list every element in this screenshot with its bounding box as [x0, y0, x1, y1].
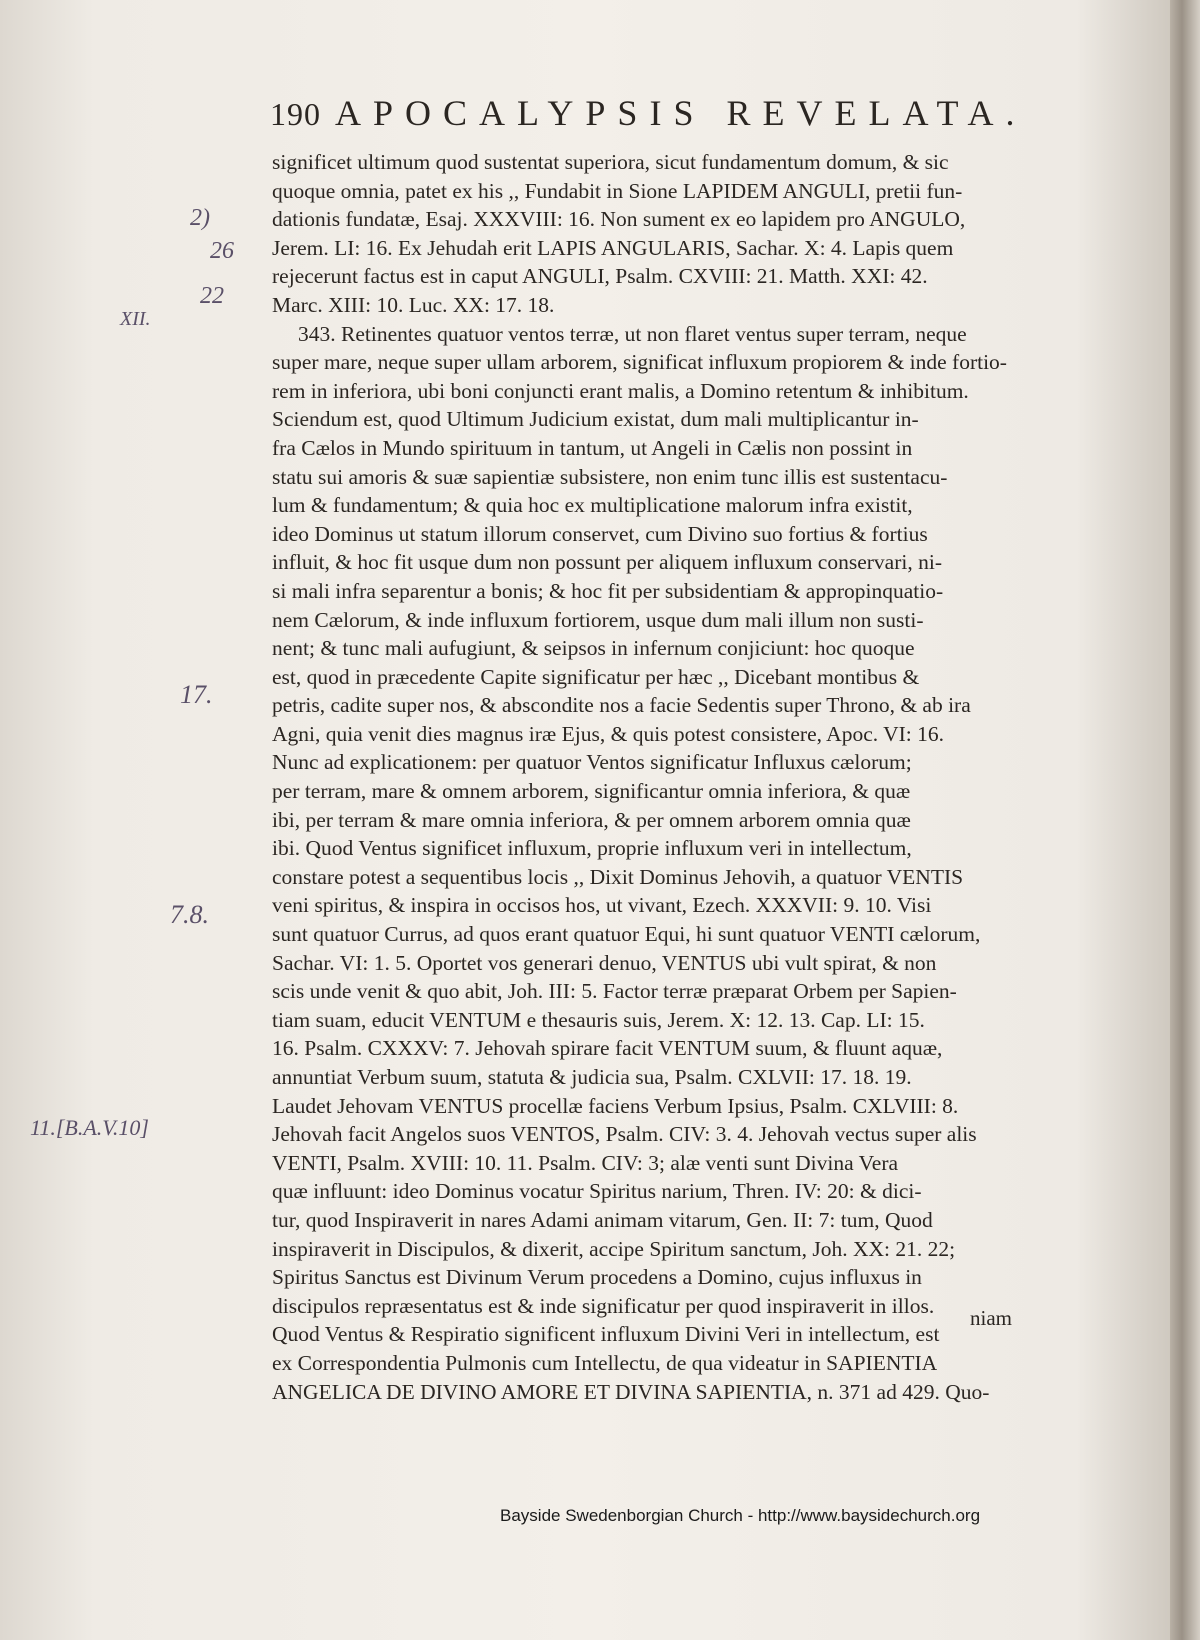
margin-note: 22: [200, 283, 224, 309]
text-line: 16. Psalm. CXXXV: 7. Jehovah spirare facit VENTUM suum, & fluunt aquæ,: [272, 1036, 943, 1061]
running-title: APOCALYPSIS REVELATA.: [335, 93, 1027, 133]
margin-note: XII.: [120, 308, 151, 330]
text-line: rejecerunt factus est in caput ANGULI, Psalm. CXVIII: 21. Matth. XXI: 42.: [272, 264, 928, 289]
text-line: inspiraverit in Discipulos, & dixerit, accipe Spiritum sanctum, Joh. XX: 21. 22;: [272, 1236, 956, 1261]
text-line: tur, quod Inspiraverit in nares Adami animam vitarum, Gen. II: 7: tum, Quod: [272, 1207, 933, 1232]
text-line: lum & fundamentum; & quia hoc ex multiplicatione malorum infra existit,: [272, 493, 913, 518]
page-edge-shadow: [1170, 0, 1200, 1640]
text-line: influit, & hoc fit usque dum non possunt per aliquem influxum conservari, ni-: [272, 550, 942, 575]
text-line: discipulos repræsentatus est & inde significatur per quod inspiraverit in illos.: [272, 1293, 935, 1318]
text-line: Agni, quia venit dies magnus iræ Ejus, & quis potest consistere, Apoc. VI: 16.: [272, 721, 945, 746]
text-line: ibi. Quod Ventus significet influxum, proprie influxum veri in intellectum,: [272, 836, 912, 861]
text-line: fra Cælos in Mundo spirituum in tantum, ut Angeli in Cælis non possint in: [272, 435, 913, 460]
text-line: quoque omnia, patet ex his ,, Fundabit in Sione LAPIDEM ANGULI, pretii fun-: [272, 178, 963, 203]
margin-note: 17.: [180, 680, 213, 709]
text-line: ibi, per terram & mare omnia inferiora, & per omnem arborem omnia quæ: [272, 807, 911, 832]
text-line: Spiritus Sanctus est Divinum Verum procedens a Domino, cujus influxus in: [272, 1265, 922, 1290]
text-line: petris, cadite super nos, & abscondite nos a facie Sedentis super Throno, & ab ira: [272, 693, 971, 718]
text-line: nent; & tunc mali aufugiunt, & seipsos in infernum conjiciunt: hoc quoque: [272, 636, 915, 661]
margin-note: 11.[B.A.V.10]: [30, 1115, 149, 1140]
text-line: dationis fundatæ, Esaj. XXXVIII: 16. Non sument ex eo lapidem pro ANGULO,: [272, 207, 966, 232]
text-line: ideo Dominus ut statum illorum conservet, cum Divino suo fortius & fortius: [272, 521, 928, 546]
text-line: Marc. XIII: 10. Luc. XX: 17. 18.: [272, 292, 555, 317]
text-line: annuntiat Verbum suum, statuta & judicia sua, Psalm. CXLVII: 17. 18. 19.: [272, 1065, 912, 1089]
text-line: Quod Ventus & Respiratio significent influxum Divini Veri in intellectum, est: [272, 1322, 940, 1347]
text-line: Nunc ad explicationem: per quatuor Ventos significatur Influxus cælorum;: [272, 750, 912, 775]
text-line: rem in inferiora, ubi boni conjuncti erant malis, a Domino retentum & inhibitum.: [272, 378, 969, 403]
text-line: Jerem. LI: 16. Ex Jehudah erit LAPIS ANGULARIS, Sachar. X: 4. Lapis quem: [272, 235, 954, 260]
text-line: significet ultimum quod sustentat superiora, sicut fundamentum domum, & sic: [272, 150, 949, 174]
text-line: sunt quatuor Currus, ad quos erant quatuor Equi, hi sunt quatuor VENTI cælorum,: [272, 922, 981, 947]
text-line: veni spiritus, & inspira in occisos hos, ut vivant, Ezech. XXXVII: 9. 10. Visi: [272, 893, 932, 918]
text-line: Jehovah facit Angelos suos VENTOS, Psalm. CIV: 3. 4. Jehovah vectus super alis: [272, 1122, 977, 1147]
text-line: super mare, neque super ullam arborem, significat influxum propiorem & inde fortio-: [272, 350, 1007, 375]
margin-note: 2): [190, 205, 210, 231]
text-line: tiam suam, educit VENTUM e thesauris suis, Jerem. X: 12. 13. Cap. LI: 15.: [272, 1007, 925, 1032]
margin-note: 7.8.: [170, 900, 209, 929]
text-line: 343. Retinentes quatuor ventos terræ, ut non flaret ventus super terram, neque: [298, 321, 967, 346]
page-number: 190: [270, 96, 321, 132]
text-line: est, quod in præcedente Capite significatur per hæc ,, Dicebant montibus &: [272, 664, 920, 689]
footer-credit: Bayside Swedenborgian Church - http://www.baysidechurch.org: [500, 1506, 981, 1525]
text-line: constare potest a sequentibus locis ,, Dixit Dominus Jehovih, a quatuor VENTIS: [272, 864, 964, 889]
page-header: [270, 92, 1090, 142]
text-line: si mali infra separentur a bonis; & hoc fit per subsidentiam & appropinquatio-: [272, 578, 944, 603]
text-line: Sciendum est, quod Ultimum Judicium existat, dum mali multiplicantur in-: [272, 407, 919, 432]
text-line: Laudet Jehovam VENTUS procellæ faciens Verbum Ipsius, Psalm. CXLVIII: 8.: [272, 1093, 959, 1118]
text-line: nem Cælorum, & inde influxum fortiorem, usque dum mali illum non susti-: [272, 607, 924, 632]
text-line: scis unde venit & quo abit, Joh. III: 5. Factor terræ præparat Orbem per Sapien-: [272, 979, 957, 1004]
text-line: statu sui amoris & suæ sapientiæ subsistere, non enim tunc illis est sustentacu-: [272, 464, 948, 489]
text-line: VENTI, Psalm. XVIII: 10. 11. Psalm. CIV: 3; alæ venti sunt Divina Vera: [272, 1150, 899, 1175]
text-line: ex Correspondentia Pulmonis cum Intellectu, de qua videatur in SAPIENTIA: [272, 1350, 938, 1375]
catchword: niam: [970, 1306, 1012, 1330]
text-line: ANGELICA DE DIVINO AMORE ET DIVINA SAPIENTIA, n. 371 ad 429. Quo-: [272, 1379, 990, 1404]
body-text: [272, 148, 1092, 1406]
text-line: Sachar. VI: 1. 5. Oportet vos generari denuo, VENTUS ubi vult spirat, & non: [272, 950, 937, 975]
text-line: quæ influunt: ideo Dominus vocatur Spiritus narium, Thren. IV: 20: & dici-: [272, 1179, 922, 1204]
margin-note: 26: [210, 238, 234, 264]
text-line: per terram, mare & omnem arborem, significantur omnia inferiora, & quæ: [272, 779, 911, 804]
